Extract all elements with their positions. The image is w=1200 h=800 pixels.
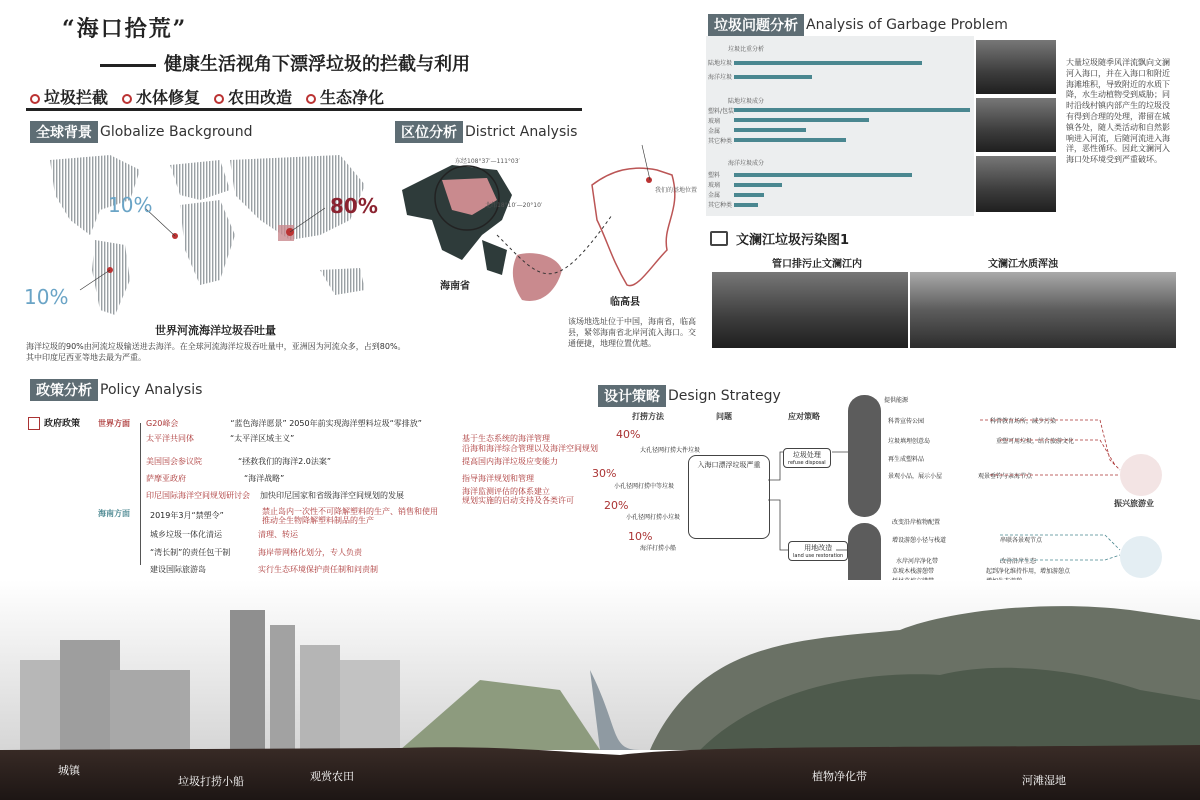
garbage-section-header: 垃圾问题分析 Analysis of Garbage Problem xyxy=(708,14,1008,36)
refuse-box: 垃圾处理 refuse disposal xyxy=(783,448,831,468)
chart3-title: 海洋垃圾成分 xyxy=(728,160,765,167)
chart2-bar xyxy=(734,138,846,142)
strategy-connectors xyxy=(600,400,1190,600)
dot-icon xyxy=(306,94,316,104)
policy-row: 建设国际旅游岛 xyxy=(150,565,206,574)
strategy-col-strategy: 应对策略 xyxy=(788,412,820,421)
policy-row: 太平洋共同体 “太平洋区域主义” xyxy=(146,434,295,443)
pct-10: 10% xyxy=(628,530,653,543)
policy-row: 美国国会参议院 “拯救我们的海洋2.0法案” xyxy=(146,457,332,466)
policy-row: 萨摩亚政府 “海洋战略” xyxy=(146,474,285,483)
section-label: 观赏农田 xyxy=(310,770,354,783)
dot-icon xyxy=(122,94,132,104)
policy-effect: 禁止岛内一次性不可降解塑料的生产、销售和使用 xyxy=(262,507,438,516)
chart2-label: 金属 xyxy=(708,128,721,135)
beach-photo-2 xyxy=(976,98,1056,152)
policy-row: G20峰会 “蓝色海洋愿景” 2050年前实现海洋塑料垃圾“零排放” xyxy=(146,419,422,428)
strategy-output: 水岸河岸净化带 xyxy=(896,558,939,565)
pct-asia: 80% xyxy=(330,194,378,218)
strategy-output: 改变沿岸植物配置 xyxy=(892,519,941,526)
strategy-output: 草坡木栈游憩带 xyxy=(892,568,935,575)
strategy-result-text: 串联各景观节点 xyxy=(1000,537,1043,544)
strategy-output: 再生成塑料品 xyxy=(888,456,925,463)
beach-photo-1 xyxy=(976,40,1056,94)
strategy-output: 景观小品，展示小屋 xyxy=(888,473,943,480)
chart2-label: 其它种类 xyxy=(708,138,733,145)
chart3-label: 金属 xyxy=(708,192,721,199)
tag-list xyxy=(30,85,384,108)
district-desc: 该场地选址位于中国，海南省，临高县，紧邻海南省北岸河流入海口。交通便捷，地理位置优越。 xyxy=(568,317,696,348)
policy-world: 世界方面 xyxy=(98,419,130,428)
pct-40: 40% xyxy=(616,428,641,441)
result-tourism: 振兴旅游业 xyxy=(1114,499,1154,508)
pct-southamerica: 10% xyxy=(24,285,69,309)
world-map xyxy=(20,140,380,325)
landuse-box: 用地改造 land use restoration xyxy=(788,541,848,561)
beach-photo-3 xyxy=(976,156,1056,212)
strategy-result-text: 观景垂钓与亲海节点 xyxy=(978,473,1033,480)
chart2-title: 陆地垃圾成分 xyxy=(728,98,765,105)
landscape-section xyxy=(0,580,1200,800)
policy-effect: 实行生态环境保护责任制和问责制 xyxy=(258,565,378,574)
dot-icon xyxy=(214,94,224,104)
chart2-bar xyxy=(734,118,869,122)
policy-row: 印尼国际海洋空间规划研讨会 加快印尼国家和省级海洋空间规划的发展 xyxy=(146,491,404,500)
title-dash xyxy=(100,64,156,67)
chart1-bar xyxy=(734,61,922,65)
method-item: 大孔径网打捞大件垃圾 xyxy=(640,447,701,454)
camera-icon xyxy=(710,231,728,246)
strategy-result-text: 重塑可用垃圾，结合旅游文化 xyxy=(996,438,1075,445)
photo-right-caption: 文澜江水质浑浊 xyxy=(988,259,1058,270)
outfall-photo xyxy=(712,272,908,348)
policy-effect: 基于生态系统的海洋管理 xyxy=(462,434,550,443)
policy-effect: 指导海洋规划和管理 xyxy=(462,474,534,483)
policy-effect: 清理、转运 xyxy=(258,530,298,539)
chart1-title: 垃圾比重分析 xyxy=(728,46,765,53)
divider xyxy=(26,108,582,111)
chart3-bar xyxy=(734,173,912,177)
problem-box: 入海口漂浮垃圾严重 xyxy=(688,455,770,539)
chart1-label: 海洋垃圾 xyxy=(708,74,733,81)
river-photo xyxy=(910,272,1176,348)
chart1-label: 陆地垃圾 xyxy=(708,60,733,67)
chart3-bar xyxy=(734,203,758,207)
strategy-output: 垃圾填埋创意岛 xyxy=(888,438,931,445)
chart3-label: 其它种类 xyxy=(708,202,733,209)
chart2-label: 塑料/包装 xyxy=(708,108,735,115)
global-desc: 海洋垃圾的90%由河流垃圾输送进去海洋。在全球河流海洋垃圾吞吐量中，亚洲因为河流众多，占到80%。 其中印度尼西亚等地去最为严重。 xyxy=(26,342,406,362)
chart3-label: 玻璃 xyxy=(708,182,721,189)
chart3-label: 塑料 xyxy=(708,172,721,179)
strategy-output: 提供能源 xyxy=(884,397,909,404)
dot-icon xyxy=(30,94,40,104)
section-label: 植物净化带 xyxy=(812,770,867,783)
strategy-col-method: 打捞方法 xyxy=(632,412,664,421)
tag-item: 生态净化 xyxy=(306,85,384,108)
policy-effect: 推动全生物降解塑料制品的生产 xyxy=(262,516,374,525)
policy-row: “湾长制”的责任包干制 xyxy=(150,548,231,557)
section-label: 垃圾打捞小船 xyxy=(178,775,244,788)
garbage-chart-panel xyxy=(706,36,974,216)
strategy-output: 增设游憩小径与栈道 xyxy=(892,537,947,544)
policy-hainan: 海南方面 xyxy=(98,509,130,518)
policy-effect: 沿海和海洋综合管理以及海洋空间规划 xyxy=(462,444,598,453)
chart3-bar xyxy=(734,193,764,197)
garbage-side-text: 大量垃圾随季风洋流飘向文澜河入海口，并在入海口和附近海滩堆积，导致附近的水质下降，水生动植物受到威胁；同时沿线村镇内部产生的垃圾没有得到合理的处理，滞留在城镇各处，随人类活动和自然影响进入河流，后随河流进入海洋，恶性循环。因此文澜河入海口处环境受到严重破坏。 xyxy=(1066,58,1170,165)
strategy-col-problem: 问题 xyxy=(716,412,732,421)
site-label: 我们的基地位置 xyxy=(655,187,698,194)
chart1-bar xyxy=(734,75,812,79)
policy-section-header: 政策分析 Policy Analysis xyxy=(30,379,202,401)
chart2-bar xyxy=(734,108,970,112)
hainan-label: 海南省 xyxy=(440,281,470,292)
policy-effect: 规划实施的启动支持及各类许可 xyxy=(462,496,574,505)
page-title: “海口拾荒” xyxy=(62,16,188,42)
page-subtitle xyxy=(100,50,470,76)
tag-item: 水体修复 xyxy=(122,85,200,108)
section-label: 河滩湿地 xyxy=(1022,774,1066,787)
pct-americas: 10% xyxy=(108,193,153,217)
chart3-bar xyxy=(734,183,782,187)
lingao-label: 临高县 xyxy=(610,297,640,308)
policy-tree-line xyxy=(140,423,141,565)
policy-effect: 提高国内海洋垃圾应变能力 xyxy=(462,457,558,466)
global-section-header: 全球背景 Globalize Background xyxy=(30,121,252,143)
strategy-result-text: 起到净化维持作用，增加游憩点 xyxy=(986,568,1071,575)
district-section-header: 区位分析 District Analysis xyxy=(395,121,577,143)
strategy-result-text: 科普教育场所，减少污染 xyxy=(990,418,1057,425)
pollution-photo-header: 文澜江垃圾污染图1 xyxy=(710,229,849,248)
strategy-result-text: 改善沿岸生态 xyxy=(1000,558,1037,565)
latitude-label: 北纬18°10′—20°10′ xyxy=(485,202,543,209)
policy-effect: 海洋监测评估的体系建立 xyxy=(462,487,550,496)
chart2-bar xyxy=(734,128,806,132)
strategy-section-header: 设计策略 Design Strategy xyxy=(598,385,781,407)
longitude-label: 东经108°37′—111°03′ xyxy=(455,158,520,165)
tag-item: 农田改造 xyxy=(214,85,292,108)
tag-item: 垃圾拦截 xyxy=(30,85,108,108)
section-label: 城镇 xyxy=(58,764,80,777)
policy-row: 城乡垃圾一体化清运 xyxy=(150,530,222,539)
pct-20: 20% xyxy=(604,499,629,512)
chart2-label: 玻璃 xyxy=(708,118,721,125)
subtitle-text: 健康生活视角下漂浮垃圾的拦截与利用 xyxy=(164,54,470,75)
method-item: 小孔径网打捞小垃圾 xyxy=(626,514,681,521)
policy-root: 政府政策 xyxy=(28,416,80,430)
policy-effect: 海岸带网格化划分，专人负责 xyxy=(258,548,362,557)
photo-left-caption: 管口排污止文澜江内 xyxy=(772,259,862,270)
map-caption: 世界河流海洋垃圾吞吐量 xyxy=(155,324,276,337)
strategy-output: 科普宣传公园 xyxy=(888,418,925,425)
policy-row: 2019年3月“禁塑令” xyxy=(150,511,224,520)
pct-30: 30% xyxy=(592,467,617,480)
method-item: 小孔径网打捞中等垃圾 xyxy=(614,483,675,490)
method-item: 海洋打捞小船 xyxy=(640,545,677,552)
document-icon xyxy=(28,417,40,430)
